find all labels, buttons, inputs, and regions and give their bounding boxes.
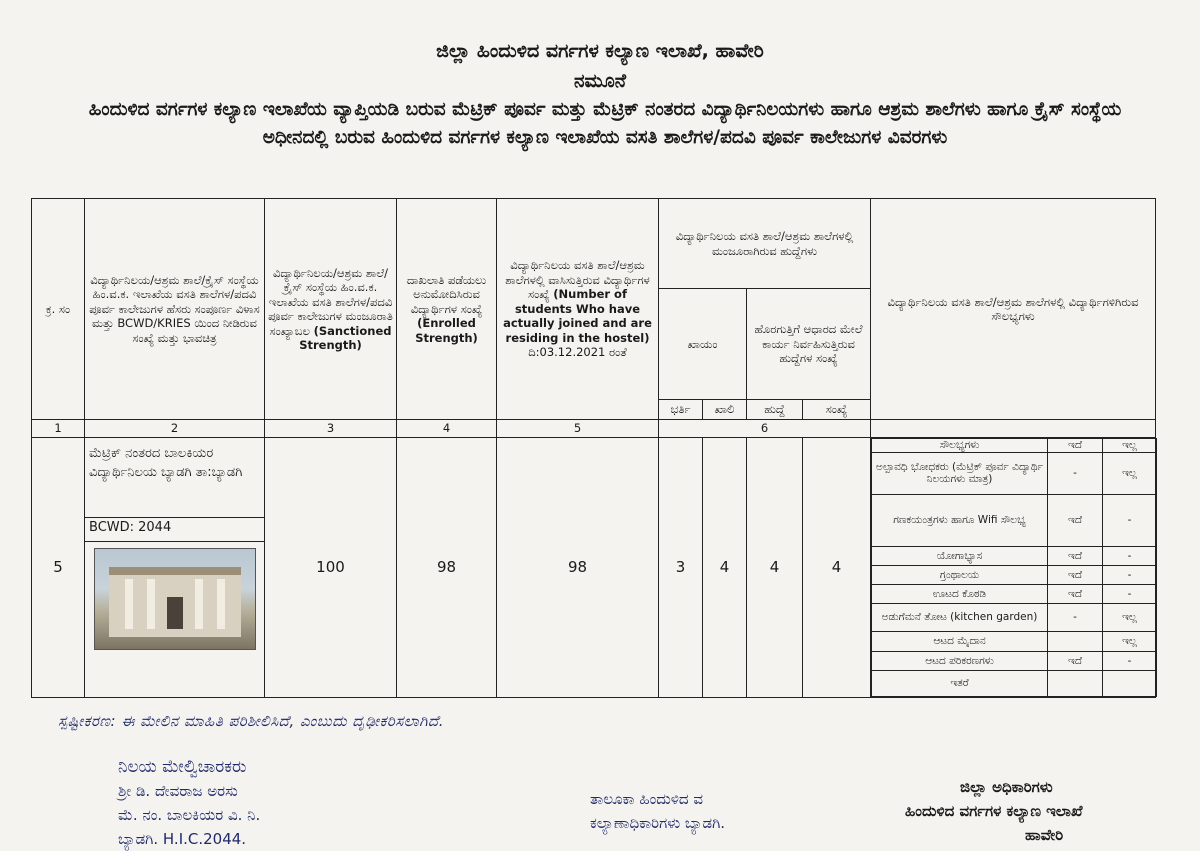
header-outsourced: ಹೊರಗುತ್ತಿಗೆ ಆಧಾರದ ಮೇಲೆ ಕಾರ್ಯ ನಿರ್ವಹಿಸುತ್ತಿರುವ ಹುದ್ದೆಗಳ ಸಂಖ್ಯೆ <box>747 289 871 400</box>
header-enrolled: ದಾಖಲಾತಿ ಪಡೆಯಲು ಅನುಮೋದಿಸಿರುವ ವಿದ್ಯಾರ್ಥಿಗಳ ಸಂಖ್ಯೆ (Enrolled Strength) <box>397 199 497 420</box>
header-hostel-name: ವಿದ್ಯಾರ್ಥಿನಿಲಯ/ಆಶ್ರಮ ಶಾಲೆ/ಕ್ರೈಸ್ ಸಂಸ್ಥೆಯ ಹಿಂ.ವ.ಕ. ಇಲಾಖೆಯ ವಸತಿ ಶಾಲೆಗಳ/ಪದವಿ ಪೂರ್ವ ಕಾಲೇಜುಗಳ ಹೆಸರು ಸಂಪೂರ್ಣ ವಿಳಾಸ ಮತ್ತು BCWD/KRIES ಯಿಂದ ನೀಡಿರುವ ಸಂಖ್ಯೆ ಮತ್ತು ಭಾವಚಿತ್ರ <box>85 199 265 420</box>
fac-head-no: ಇಲ್ಲ <box>1103 438 1157 452</box>
outsourced-count-value: 4 <box>803 437 871 697</box>
fac-name: ಇತರೆ <box>872 670 1048 696</box>
fac-head-yes: ಇದೆ <box>1048 438 1103 452</box>
hostel-photo <box>94 548 256 650</box>
header-sl-no: ಕ್ರ. ಸಂ <box>32 199 85 420</box>
fac-no: - <box>1103 651 1157 670</box>
bcwd-code: BCWD: 2044 <box>85 518 264 542</box>
enrolled-value: 98 <box>397 437 497 697</box>
fac-name: ಅಡುಗೆಮನೆ ತೋಟ (kitchen garden) <box>872 603 1048 631</box>
fac-no: ಇಲ್ಲ <box>1103 603 1157 631</box>
header-facilities: ವಿದ್ಯಾರ್ಥಿನಿಲಯ ವಸತಿ ಶಾಲೆ/ಆಶ್ರಮ ಶಾಲೆಗಳಲ್ಲಿ ವಿದ್ಯಾರ್ಥಿಗಳಿಗಿರುವ ಸೌಲಭ್ಯಗಳು <box>871 199 1156 420</box>
fac-no: - <box>1103 565 1157 584</box>
col-number: 6 <box>659 420 871 438</box>
fac-yes: ಇದೆ <box>1048 546 1103 565</box>
filled-value: 3 <box>659 437 703 697</box>
row-hostel-cell <box>85 437 265 697</box>
header-residing: ವಿದ್ಯಾರ್ಥಿನಿಲಯ ವಸತಿ ಶಾಲೆ/ಆಶ್ರಮ ಶಾಲೆಗಳಲ್ಲಿ ವಾಸಿಸುತ್ತಿರುವ ವಿದ್ಯಾರ್ಥಿಗಳ ಸಂಖ್ಯೆ (Number of students Who have actually joined and are residing in the hostel) ದಿ:03.12.2021 ರಂತೆ <box>497 199 659 420</box>
header-posts: ವಿದ್ಯಾರ್ಥಿನಿಲಯ ವಸತಿ ಶಾಲೆ/ಆಶ್ರಮ ಶಾಲೆಗಳಲ್ಲಿ ಮಂಜೂರಾಗಿರುವ ಹುದ್ದೆಗಳು <box>659 199 871 289</box>
sanctioned-value: 100 <box>265 437 397 697</box>
fac-name: ಯೋಗಾಭ್ಯಾಸ <box>872 546 1048 565</box>
fac-name: ಗಣಕಯಂತ್ರಗಳು ಹಾಗೂ Wifi ಸೌಲಭ್ಯ <box>872 494 1048 546</box>
header-vacant: ಖಾಲಿ <box>703 399 747 419</box>
fac-name: ಅಲ್ಪಾವಧಿ ಭೋಧಕರು (ಮೆಟ್ರಿಕ್ ಪೂರ್ವ ವಿದ್ಯಾರ್ಥಿ ನಿಲಯಗಳು ಮಾತ್ರ) <box>872 452 1048 494</box>
document-description: ಹಿಂದುಳಿದ ವರ್ಗಗಳ ಕಲ್ಯಾಣ ಇಲಾಖೆಯ ವ್ಯಾಪ್ತಿಯಡಿ ಬರುವ ಮೆಟ್ರಿಕ್ ಪೂರ್ವ ಮತ್ತು ಮೆಟ್ರಿಕ್ ನಂತರದ ವಿದ್ಯಾರ್ಥಿನಿಲಯಗಳು ಹಾಗೂ ಆಶ್ರಮ ಶಾಲೆಗಳು ಹಾಗೂ ಕ್ರೈಸ್ ಸಂಸ್ಥೆಯ ಅಧೀನದಲ್ಲಿ ಬರುವ ಹಿಂದುಳಿದ ವರ್ಗಗಳ ಕಲ್ಯಾಣ ಇಲಾಖೆಯ ವಸತಿ ಶಾಲೆಗಳ/ಪದವಿ ಪೂರ್ವ ಕಾಲೇಜುಗಳ ವಿವರಗಳು <box>88 99 1122 148</box>
signature-block-warden: ನಿಲಯ ಮೇಲ್ವಿಚಾರಕರು ಶ್ರೀ ಡಿ. ದೇವರಾಜ ಅರಸು ಮೆ. ನಂ. ಬಾಲಕಿಯರ ವಿ. ನಿ. ಬ್ಯಾಡಗಿ. H.I.C.2044. <box>118 757 261 848</box>
col-number: 1 <box>32 420 85 438</box>
fac-name: ಆಟದ ಪರಿಕರಣಗಳು <box>872 651 1048 670</box>
header-permanent: ಖಾಯಂ <box>659 289 747 400</box>
fac-yes: ಇದೆ <box>1048 584 1103 603</box>
col-number: 4 <box>397 420 497 438</box>
facilities-cell <box>871 437 1156 697</box>
fac-name: ಊಟದ ಕೊಠಡಿ <box>872 584 1048 603</box>
fac-yes: - <box>1048 452 1103 494</box>
facilities-table <box>871 438 1157 697</box>
col-number: 2 <box>85 420 265 438</box>
signature-block-taluk-officer: ತಾಲೂಕಾ ಹಿಂದುಳಿದ ವ ಕಲ್ಯಾಣಾಧಿಕಾರಿಗಳು ಬ್ಯಾಡಗಿ. <box>590 790 726 832</box>
header-post-name: ಹುದ್ದೆ <box>747 399 803 419</box>
handwritten-note: ಸ್ಪಷ್ಟೀಕರಣ: ಈ ಮೇಲಿನ ಮಾಹಿತಿ ಪರಿಶೀಲಿಸಿದೆ, ಎಂಬುದು ದೃಢೀಕರಿಸಲಾಗಿದೆ. <box>58 712 445 730</box>
col-number: 3 <box>265 420 397 438</box>
signature-block-district-officer: ಜಿಲ್ಲಾ ಅಧಿಕಾರಿಗಳು ಹಿಂದುಳಿದ ವರ್ಗಗಳ ಕಲ್ಯಾಣ ಇಲಾಖೆ ಹಾವೇರಿ <box>905 778 1083 844</box>
department-title: ಜಿಲ್ಲಾ ಹಿಂದುಳಿದ ವರ್ಗಗಳ ಕಲ್ಯಾಣ ಇಲಾಖೆ, ಹಾವೇರಿ <box>436 40 764 62</box>
header-post-count: ಸಂಖ್ಯೆ <box>803 399 871 419</box>
fac-no: - <box>1103 546 1157 565</box>
row-sl-no: 5 <box>32 437 85 697</box>
fac-no: ಇಲ್ಲ <box>1103 631 1157 651</box>
outsourced-posts-value: 4 <box>747 437 803 697</box>
fac-yes <box>1048 670 1103 696</box>
fac-yes: - <box>1048 603 1103 631</box>
details-table <box>31 198 1156 698</box>
form-label: ನಮೂನೆ <box>573 70 627 92</box>
fac-no <box>1103 670 1157 696</box>
fac-name: ಗ್ರಂಥಾಲಯ <box>872 565 1048 584</box>
fac-name: ಆಟದ ಮೈದಾನ <box>872 631 1048 651</box>
residing-value: 98 <box>497 437 659 697</box>
fac-yes: ಇದೆ <box>1048 565 1103 584</box>
fac-no: - <box>1103 494 1157 546</box>
fac-no: ಇಲ್ಲ <box>1103 452 1157 494</box>
fac-head-name: ಸೌಲಭ್ಯಗಳು <box>872 438 1048 452</box>
fac-no: - <box>1103 584 1157 603</box>
hostel-name: ಮೆಟ್ರಿಕ್ ನಂತರದ ಬಾಲಕಿಯರ ವಿದ್ಯಾರ್ಥಿನಿಲಯ ಬ್ಯಾಡಗಿ ತಾ:ಬ್ಯಾಡಗಿ <box>85 438 264 518</box>
fac-yes: ಇದೆ <box>1048 651 1103 670</box>
header-filled: ಭರ್ತಿ <box>659 399 703 419</box>
col-number: 5 <box>497 420 659 438</box>
vacant-value: 4 <box>703 437 747 697</box>
fac-yes <box>1048 631 1103 651</box>
header-sanctioned: ವಿದ್ಯಾರ್ಥಿನಿಲಯ/ಆಶ್ರಮ ಶಾಲೆ/ಕ್ರೈಸ್ ಸಂಸ್ಥೆಯ ಹಿಂ.ವ.ಕ. ಇಲಾಖೆಯ ವಸತಿ ಶಾಲೆಗಳ/ಪದವಿ ಪೂರ್ವ ಕಾಲೇಜುಗಳ ಮಂಜೂರಾತಿ ಸಂಖ್ಯಾಬಲ (Sanctioned Strength) <box>265 199 397 420</box>
fac-yes: ಇದೆ <box>1048 494 1103 546</box>
